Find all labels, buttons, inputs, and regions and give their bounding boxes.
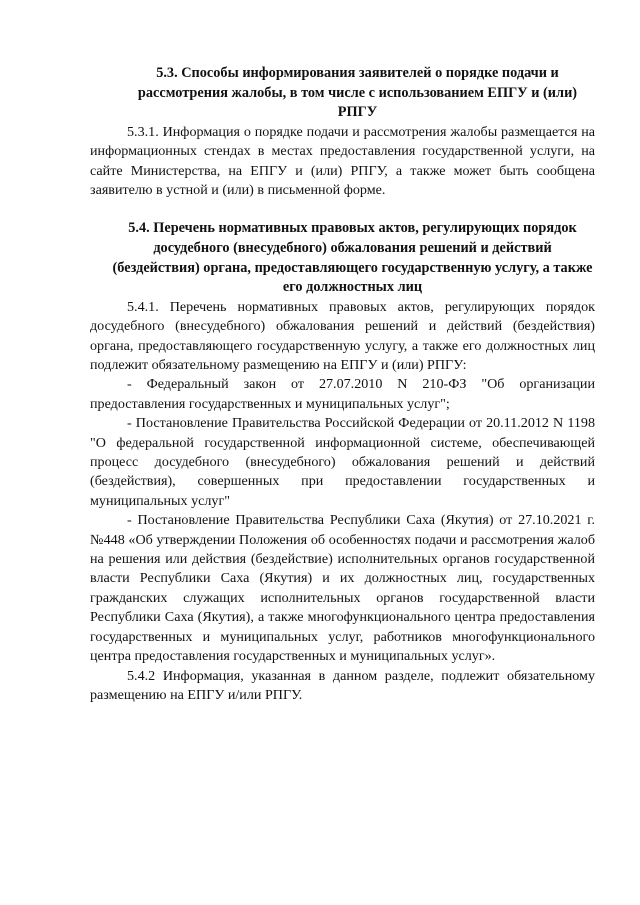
document-page <box>90 64 595 705</box>
section-spacer <box>90 200 595 219</box>
list-item-rf-government-resolution: - Постановление Правительства Российской Федерации от 20.11.2012 N 1198 "О федеральной государственной информационной системе, обеспечивающей процесс досудебного (внесудебного) обжалования решений и действий (бездействия), совершенных при предоставлении государственных и муниципальных услуг" <box>90 415 595 509</box>
section-5-3-heading: 5.3. Способы информирования заявителей о порядке подачи и рассмотрения жалобы, в том числе с использованием ЕПГУ и (или) РПГУ <box>137 65 578 121</box>
list-item-federal-law: - Федеральный закон от 27.07.2010 N 210-ФЗ "Об организации предоставления государственных и муниципальных услуг"; <box>90 376 595 412</box>
paragraph-5-4-1: 5.4.1. Перечень нормативных правовых актов, регулирующих порядок досудебного (внесудебного) обжалования решений и действий (бездействия) органа, предоставляющего государственную услугу, а также его должностных лиц подлежит обязательному размещению на ЕПГУ и (или) РПГУ: <box>90 298 595 373</box>
paragraph-5-4-2: 5.4.2 Информация, указанная в данном разделе, подлежит обязательному размещению на ЕПГУ и/или РПГУ. <box>90 667 595 703</box>
list-item-sakha-government-resolution: - Постановление Правительства Республики Саха (Якутия) от 27.10.2021 г. №448 «Об утверждении Положения об особенностях подачи и рассмотрения жалоб на решения или действия (бездействие) исполнительных органов государственной власти Республики Саха (Якутия) и их должностных лиц, государственных гражданских служащих исполнительных органов государственной власти Республики Саха (Якутия), а также многофункционального центра предоставления государственных и муниципальных услуг, работников многофункционального центра предоставления государственных и муниципальных услуг». <box>90 512 595 665</box>
section-5-4-heading: 5.4. Перечень нормативных правовых актов, регулирующих порядок досудебного (внесудебного) обжалования решений и действий (бездействия) органа, предоставляющего государственную услугу, а также его должностных лиц <box>112 220 593 296</box>
paragraph-5-3-1: 5.3.1. Информация о порядке подачи и рассмотрения жалобы размещается на информационных стендах в местах предоставления государственной услуги, на сайте Министерства, на ЕПГУ и (или) РПГУ, а также может быть сообщена заявителю в устной и (или) в письменной форме. <box>90 123 595 198</box>
